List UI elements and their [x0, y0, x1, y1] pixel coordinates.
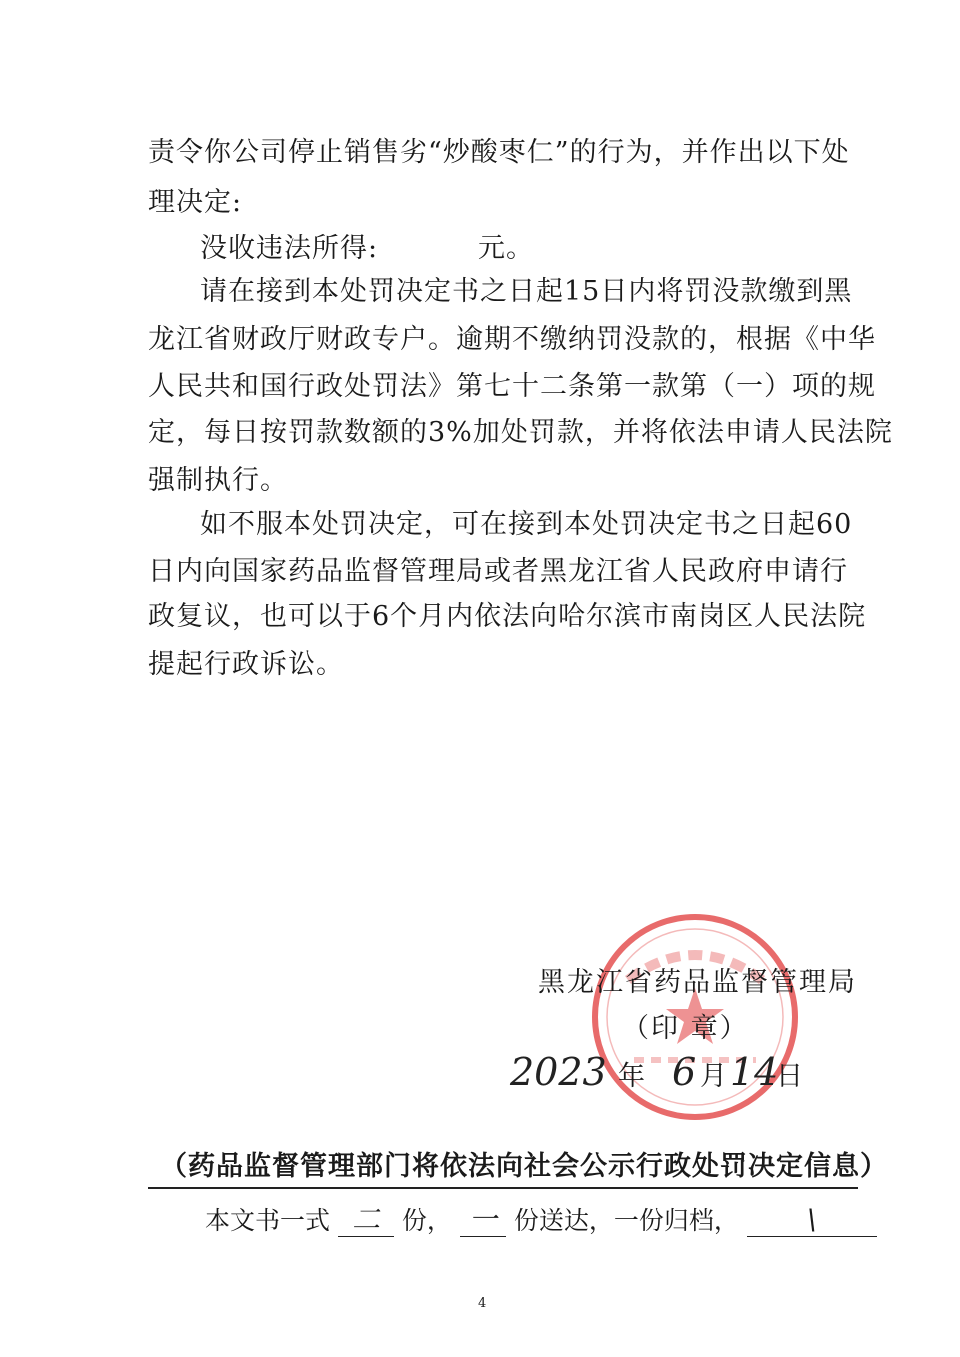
seal-label: （印 章）: [622, 1013, 749, 1044]
year-unit: 年: [618, 1061, 645, 1092]
copies-unit-2: 份送达，一份归档，: [513, 1206, 739, 1235]
body-line-9: 强制执行。: [148, 465, 288, 496]
signature-day: 14: [730, 1050, 779, 1094]
body-line-7: 人民共和国行政处罚法》第七十二条第一款第（一）项的规: [148, 371, 876, 402]
page-number: 4: [478, 1296, 487, 1311]
copies-prefix: 本文书一式: [205, 1206, 331, 1235]
month-unit: 月: [700, 1061, 727, 1092]
confiscation-label: 没收违法所得:: [200, 233, 379, 264]
public-disclosure-notice: （药品监督管理部门将依法向社会公示行政处罚决定信息）: [160, 1151, 888, 1182]
copies-total: 二: [338, 1204, 394, 1237]
confiscation-unit: 元。: [478, 233, 534, 264]
issuing-authority: 黑龙江省药品监督管理局: [538, 967, 857, 998]
body-line-1: 责令你公司停止销售劣“炒酸枣仁”的行为，并作出以下处: [148, 137, 850, 168]
copies-other: \: [747, 1204, 877, 1237]
body-line-8: 定，每日按罚款数额的3%加处罚款，并将依法申请人民法院: [148, 417, 893, 448]
copies-unit-1: 份，: [401, 1206, 452, 1235]
signature-month: 6: [672, 1050, 697, 1094]
copies-served: 一: [460, 1204, 506, 1237]
body-line-13: 提起行政诉讼。: [148, 649, 344, 680]
divider-line: [148, 1187, 858, 1189]
body-line-2: 理决定:: [148, 187, 243, 218]
body-line-12: 政复议，也可以于6个月内依法向哈尔滨市南岗区人民法院: [148, 601, 867, 632]
body-line-11: 日内向国家药品监督管理局或者黑龙江省人民政府申请行: [148, 556, 848, 587]
day-unit: 日: [776, 1061, 803, 1092]
body-line-6: 龙江省财政厅财政专户。逾期不缴纳罚没款的，根据《中华: [148, 324, 876, 355]
signature-year: 2023: [510, 1050, 607, 1094]
copies-line: [205, 1204, 877, 1237]
body-line-5: 请在接到本处罚决定书之日起15日内将罚没款缴到黑: [200, 276, 853, 307]
body-line-10: 如不服本处罚决定，可在接到本处罚决定书之日起60: [200, 509, 853, 540]
